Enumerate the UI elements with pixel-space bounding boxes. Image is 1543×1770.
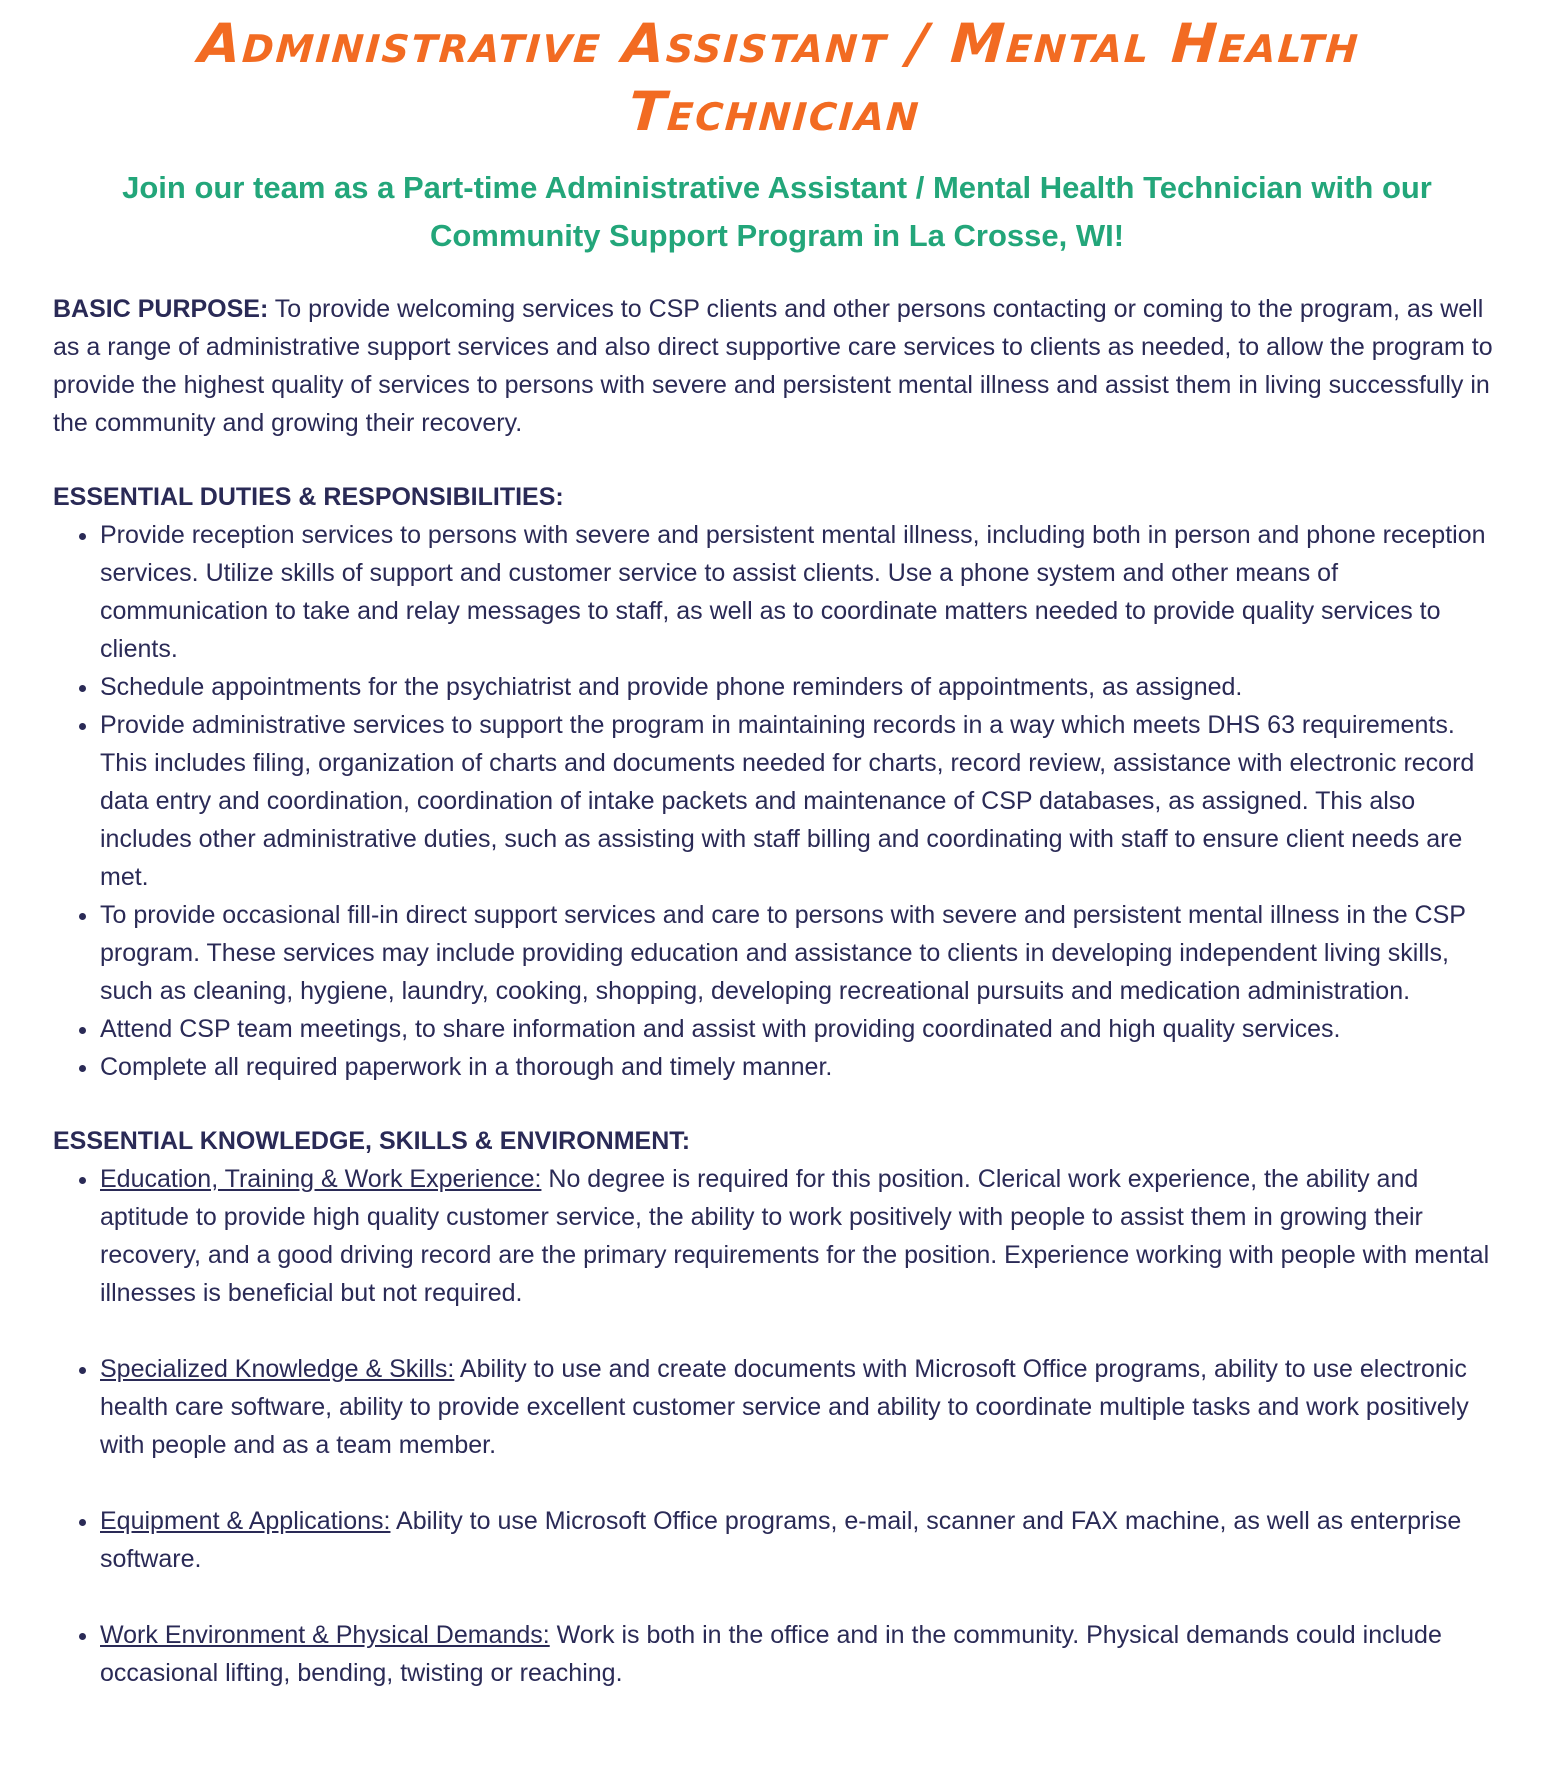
list-item	[100, 1350, 1501, 1464]
list-item: • Provide reception services to persons with severe and persistent mental illness, including both in person and phone reception services. Utilize skills of support and customer service to assist clients. Use a phone system and other means of communication to take and relay messages to staff, as well as to coordinate matters needed to provide quality services to clients.	[100, 516, 1501, 668]
list-item	[100, 1616, 1501, 1692]
specialized-skills-text: Ability to use and create documents with Microsoft Office programs, ability to use electronic health care software, ability to provide excellent customer service and ability to coordinate multiple tasks and work positively with people and as a team member.	[100, 1355, 1469, 1459]
specialized-skills-label: Specialized Knowledge & Skills:	[100, 1355, 455, 1383]
work-environment-text: Work is both in the office and in the community. Physical demands could include occasional lifting, bending, twisting or reaching.	[100, 1621, 1442, 1687]
education-text: No degree is required for this position. Clerical work experience, the ability and aptitude to provide high quality customer service, the ability to work positively with people to assist them in growing their recovery, and a good driving record are the primary requirements for the position. Experience working with people with mental illnesses is beneficial but not required.	[100, 1165, 1490, 1307]
list-item: • Schedule appointments for the psychiatrist and provide phone reminders of appointments, as assigned.	[100, 668, 1501, 706]
knowledge-heading: ESSENTIAL KNOWLEDGE, SKILLS & ENVIRONMENT:	[53, 1127, 691, 1155]
work-environment-label: Work Environment & Physical Demands:	[100, 1621, 550, 1649]
equipment-label: Equipment & Applications:	[100, 1507, 391, 1535]
education-label: Education, Training & Work Experience:	[100, 1165, 542, 1193]
basic-purpose-text: To provide welcoming services to CSP clients and other persons contacting or coming to the program, as well as a range of administrative support services and also direct supportive care services to clients as needed, to allow the program to provide the highest quality of services to persons with severe and persistent mental illness and assist them in living successfully in the community and growing their recovery.	[53, 295, 1493, 437]
list-item: • Complete all required paperwork in a thorough and timely manner.	[100, 1048, 1501, 1086]
knowledge-list	[53, 1160, 1501, 1692]
page-subtitle: Join our team as a Part-time Administrative Assistant / Mental Health Technician with our Community Support Program in La Crosse, WI!	[122, 170, 1432, 253]
page-title: Administrative Assistant / Mental Health Technician	[196, 12, 1363, 143]
list-item: • Provide administrative services to support the program in maintaining records in a way which meets DHS 63 requirements. This includes filing, organization of charts and documents needed for charts, record review, assistance with electronic record data entry and coordination, coordination of intake packets and maintenance of CSP databases, as assigned. This also includes other administrative duties, such as assisting with staff billing and coordinating with staff to ensure client needs are met.	[100, 706, 1501, 896]
basic-purpose-label: BASIC PURPOSE:	[53, 295, 269, 323]
duties-list	[53, 516, 1501, 1086]
equipment-text: Ability to use Microsoft Office programs, e-mail, scanner and FAX machine, as well as enterprise software.	[100, 1507, 1462, 1573]
duties-heading: ESSENTIAL DUTIES & RESPONSIBILITIES:	[53, 483, 564, 511]
basic-purpose-paragraph	[53, 290, 1501, 442]
list-item: • To provide occasional fill-in direct support services and care to persons with severe and persistent mental illness in the CSP program. These services may include providing education and assistance to clients in developing independent living skills, such as cleaning, hygiene, laundry, cooking, shopping, developing recreational pursuits and medication administration.	[100, 896, 1501, 1010]
list-item	[100, 1160, 1501, 1312]
list-item: • Attend CSP team meetings, to share information and assist with providing coordinated and high quality services.	[100, 1010, 1501, 1048]
list-item	[100, 1502, 1501, 1578]
